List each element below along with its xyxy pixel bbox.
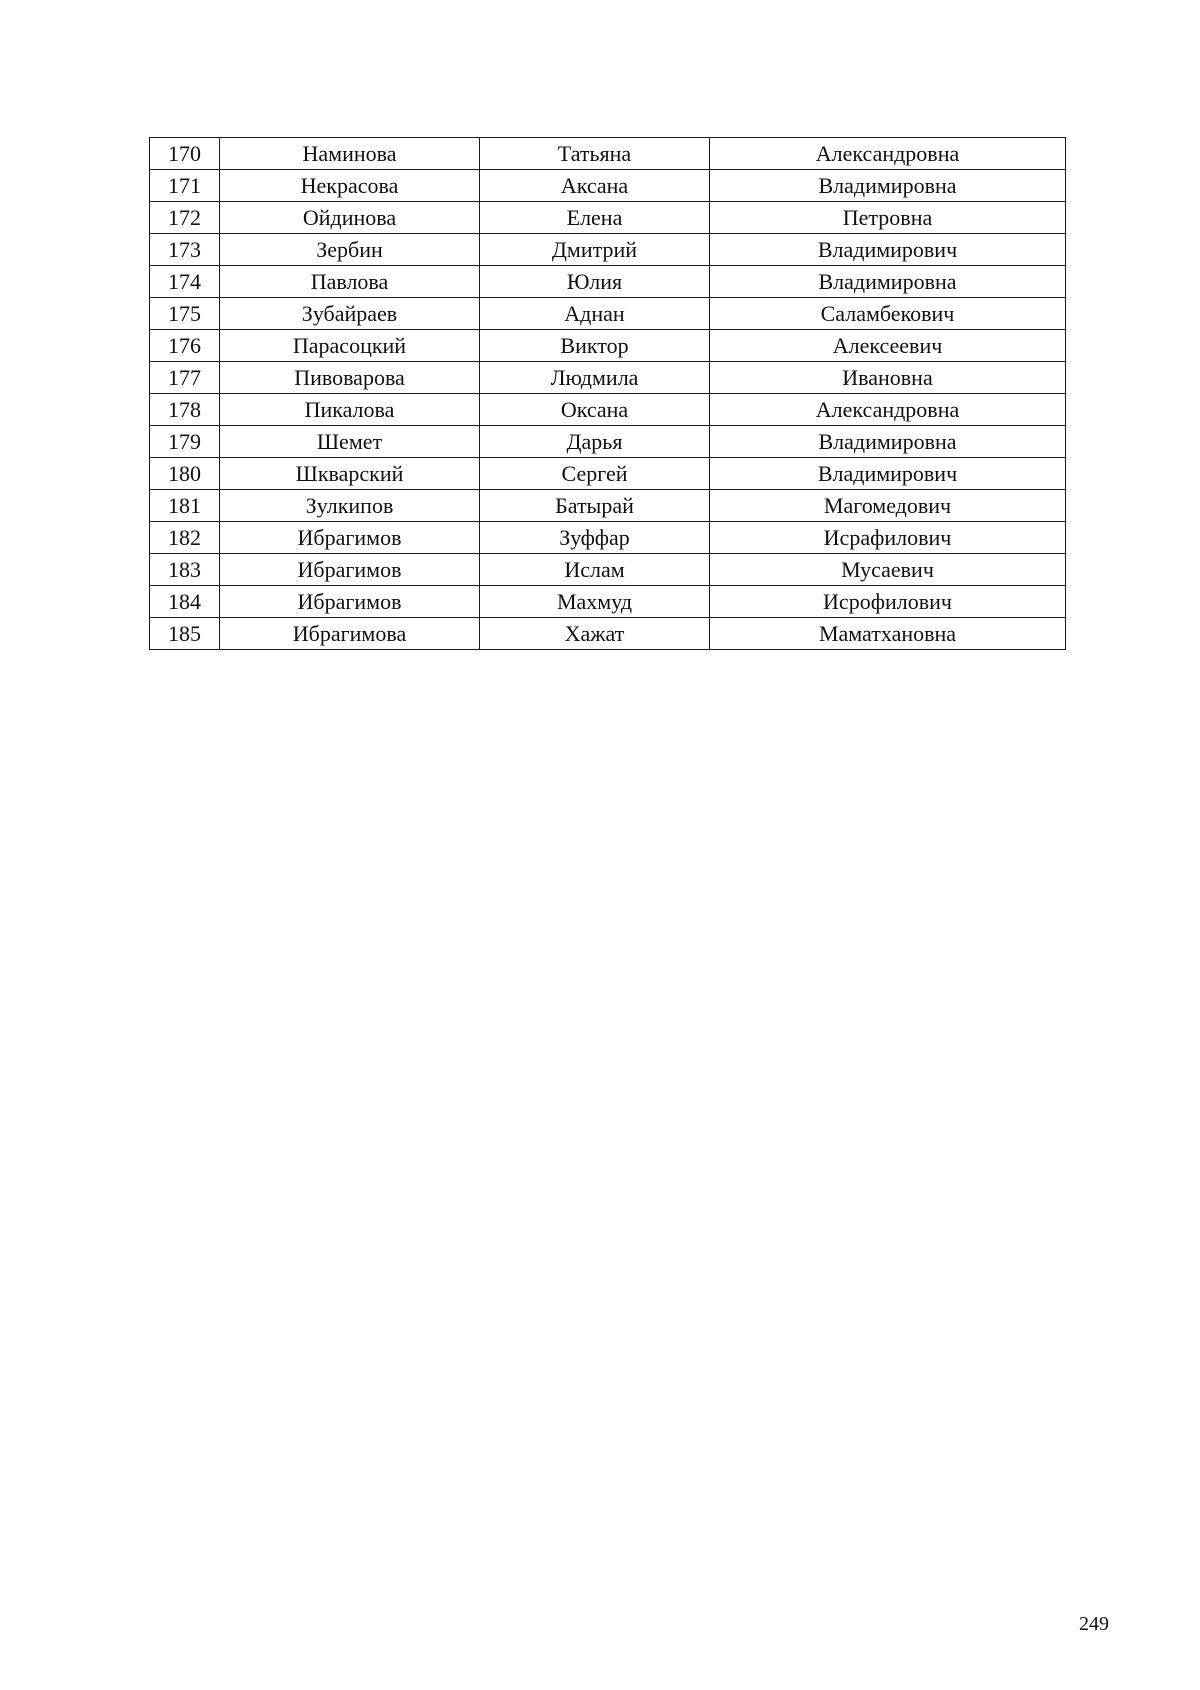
patronymic-cell: Магомедович	[710, 490, 1066, 522]
first-name-cell: Зуффар	[480, 522, 710, 554]
table-row	[150, 490, 1066, 522]
surname-cell: Шкварский	[220, 458, 480, 490]
first-name-cell: Махмуд	[480, 586, 710, 618]
names-table	[149, 137, 1066, 650]
patronymic-cell: Маматхановна	[710, 618, 1066, 650]
first-name-cell: Людмила	[480, 362, 710, 394]
surname-cell: Шемет	[220, 426, 480, 458]
row-number: 177	[150, 362, 220, 394]
table-row	[150, 394, 1066, 426]
patronymic-cell: Исрофилович	[710, 586, 1066, 618]
first-name-cell: Дарья	[480, 426, 710, 458]
surname-cell: Зулкипов	[220, 490, 480, 522]
first-name-cell: Оксана	[480, 394, 710, 426]
patronymic-cell: Владимировна	[710, 426, 1066, 458]
row-number: 181	[150, 490, 220, 522]
first-name-cell: Аксана	[480, 170, 710, 202]
surname-cell: Пивоварова	[220, 362, 480, 394]
surname-cell: Некрасова	[220, 170, 480, 202]
surname-cell: Зубайраев	[220, 298, 480, 330]
table-row	[150, 298, 1066, 330]
row-number: 178	[150, 394, 220, 426]
table-row	[150, 362, 1066, 394]
table-row	[150, 522, 1066, 554]
patronymic-cell: Александровна	[710, 394, 1066, 426]
first-name-cell: Елена	[480, 202, 710, 234]
table-row	[150, 426, 1066, 458]
row-number: 170	[150, 138, 220, 170]
row-number: 176	[150, 330, 220, 362]
table-row	[150, 202, 1066, 234]
first-name-cell: Аднан	[480, 298, 710, 330]
table-row	[150, 554, 1066, 586]
surname-cell: Парасоцкий	[220, 330, 480, 362]
row-number: 179	[150, 426, 220, 458]
row-number: 180	[150, 458, 220, 490]
surname-cell: Ибрагимова	[220, 618, 480, 650]
row-number: 174	[150, 266, 220, 298]
surname-cell: Ибрагимов	[220, 554, 480, 586]
patronymic-cell: Владимирович	[710, 458, 1066, 490]
first-name-cell: Ислам	[480, 554, 710, 586]
first-name-cell: Татьяна	[480, 138, 710, 170]
table-row	[150, 458, 1066, 490]
names-table-body	[150, 138, 1066, 650]
patronymic-cell: Мусаевич	[710, 554, 1066, 586]
surname-cell: Наминова	[220, 138, 480, 170]
row-number: 184	[150, 586, 220, 618]
patronymic-cell: Алексеевич	[710, 330, 1066, 362]
patronymic-cell: Исрафилович	[710, 522, 1066, 554]
table-row	[150, 234, 1066, 266]
row-number: 183	[150, 554, 220, 586]
first-name-cell: Батырай	[480, 490, 710, 522]
first-name-cell: Виктор	[480, 330, 710, 362]
patronymic-cell: Саламбекович	[710, 298, 1066, 330]
table-row	[150, 618, 1066, 650]
first-name-cell: Хажат	[480, 618, 710, 650]
table-row	[150, 330, 1066, 362]
patronymic-cell: Владимировна	[710, 266, 1066, 298]
row-number: 185	[150, 618, 220, 650]
patronymic-cell: Ивановна	[710, 362, 1066, 394]
surname-cell: Ибрагимов	[220, 586, 480, 618]
surname-cell: Зербин	[220, 234, 480, 266]
surname-cell: Павлова	[220, 266, 480, 298]
patronymic-cell: Петровна	[710, 202, 1066, 234]
row-number: 171	[150, 170, 220, 202]
patronymic-cell: Александровна	[710, 138, 1066, 170]
surname-cell: Ойдинова	[220, 202, 480, 234]
surname-cell: Пикалова	[220, 394, 480, 426]
row-number: 175	[150, 298, 220, 330]
first-name-cell: Юлия	[480, 266, 710, 298]
table-row	[150, 586, 1066, 618]
row-number: 182	[150, 522, 220, 554]
first-name-cell: Дмитрий	[480, 234, 710, 266]
surname-cell: Ибрагимов	[220, 522, 480, 554]
table-row	[150, 170, 1066, 202]
table-row	[150, 138, 1066, 170]
row-number: 172	[150, 202, 220, 234]
row-number: 173	[150, 234, 220, 266]
patronymic-cell: Владимировна	[710, 170, 1066, 202]
first-name-cell: Сергей	[480, 458, 710, 490]
table-row	[150, 266, 1066, 298]
patronymic-cell: Владимирович	[710, 234, 1066, 266]
page-number: 249	[1079, 1613, 1109, 1635]
